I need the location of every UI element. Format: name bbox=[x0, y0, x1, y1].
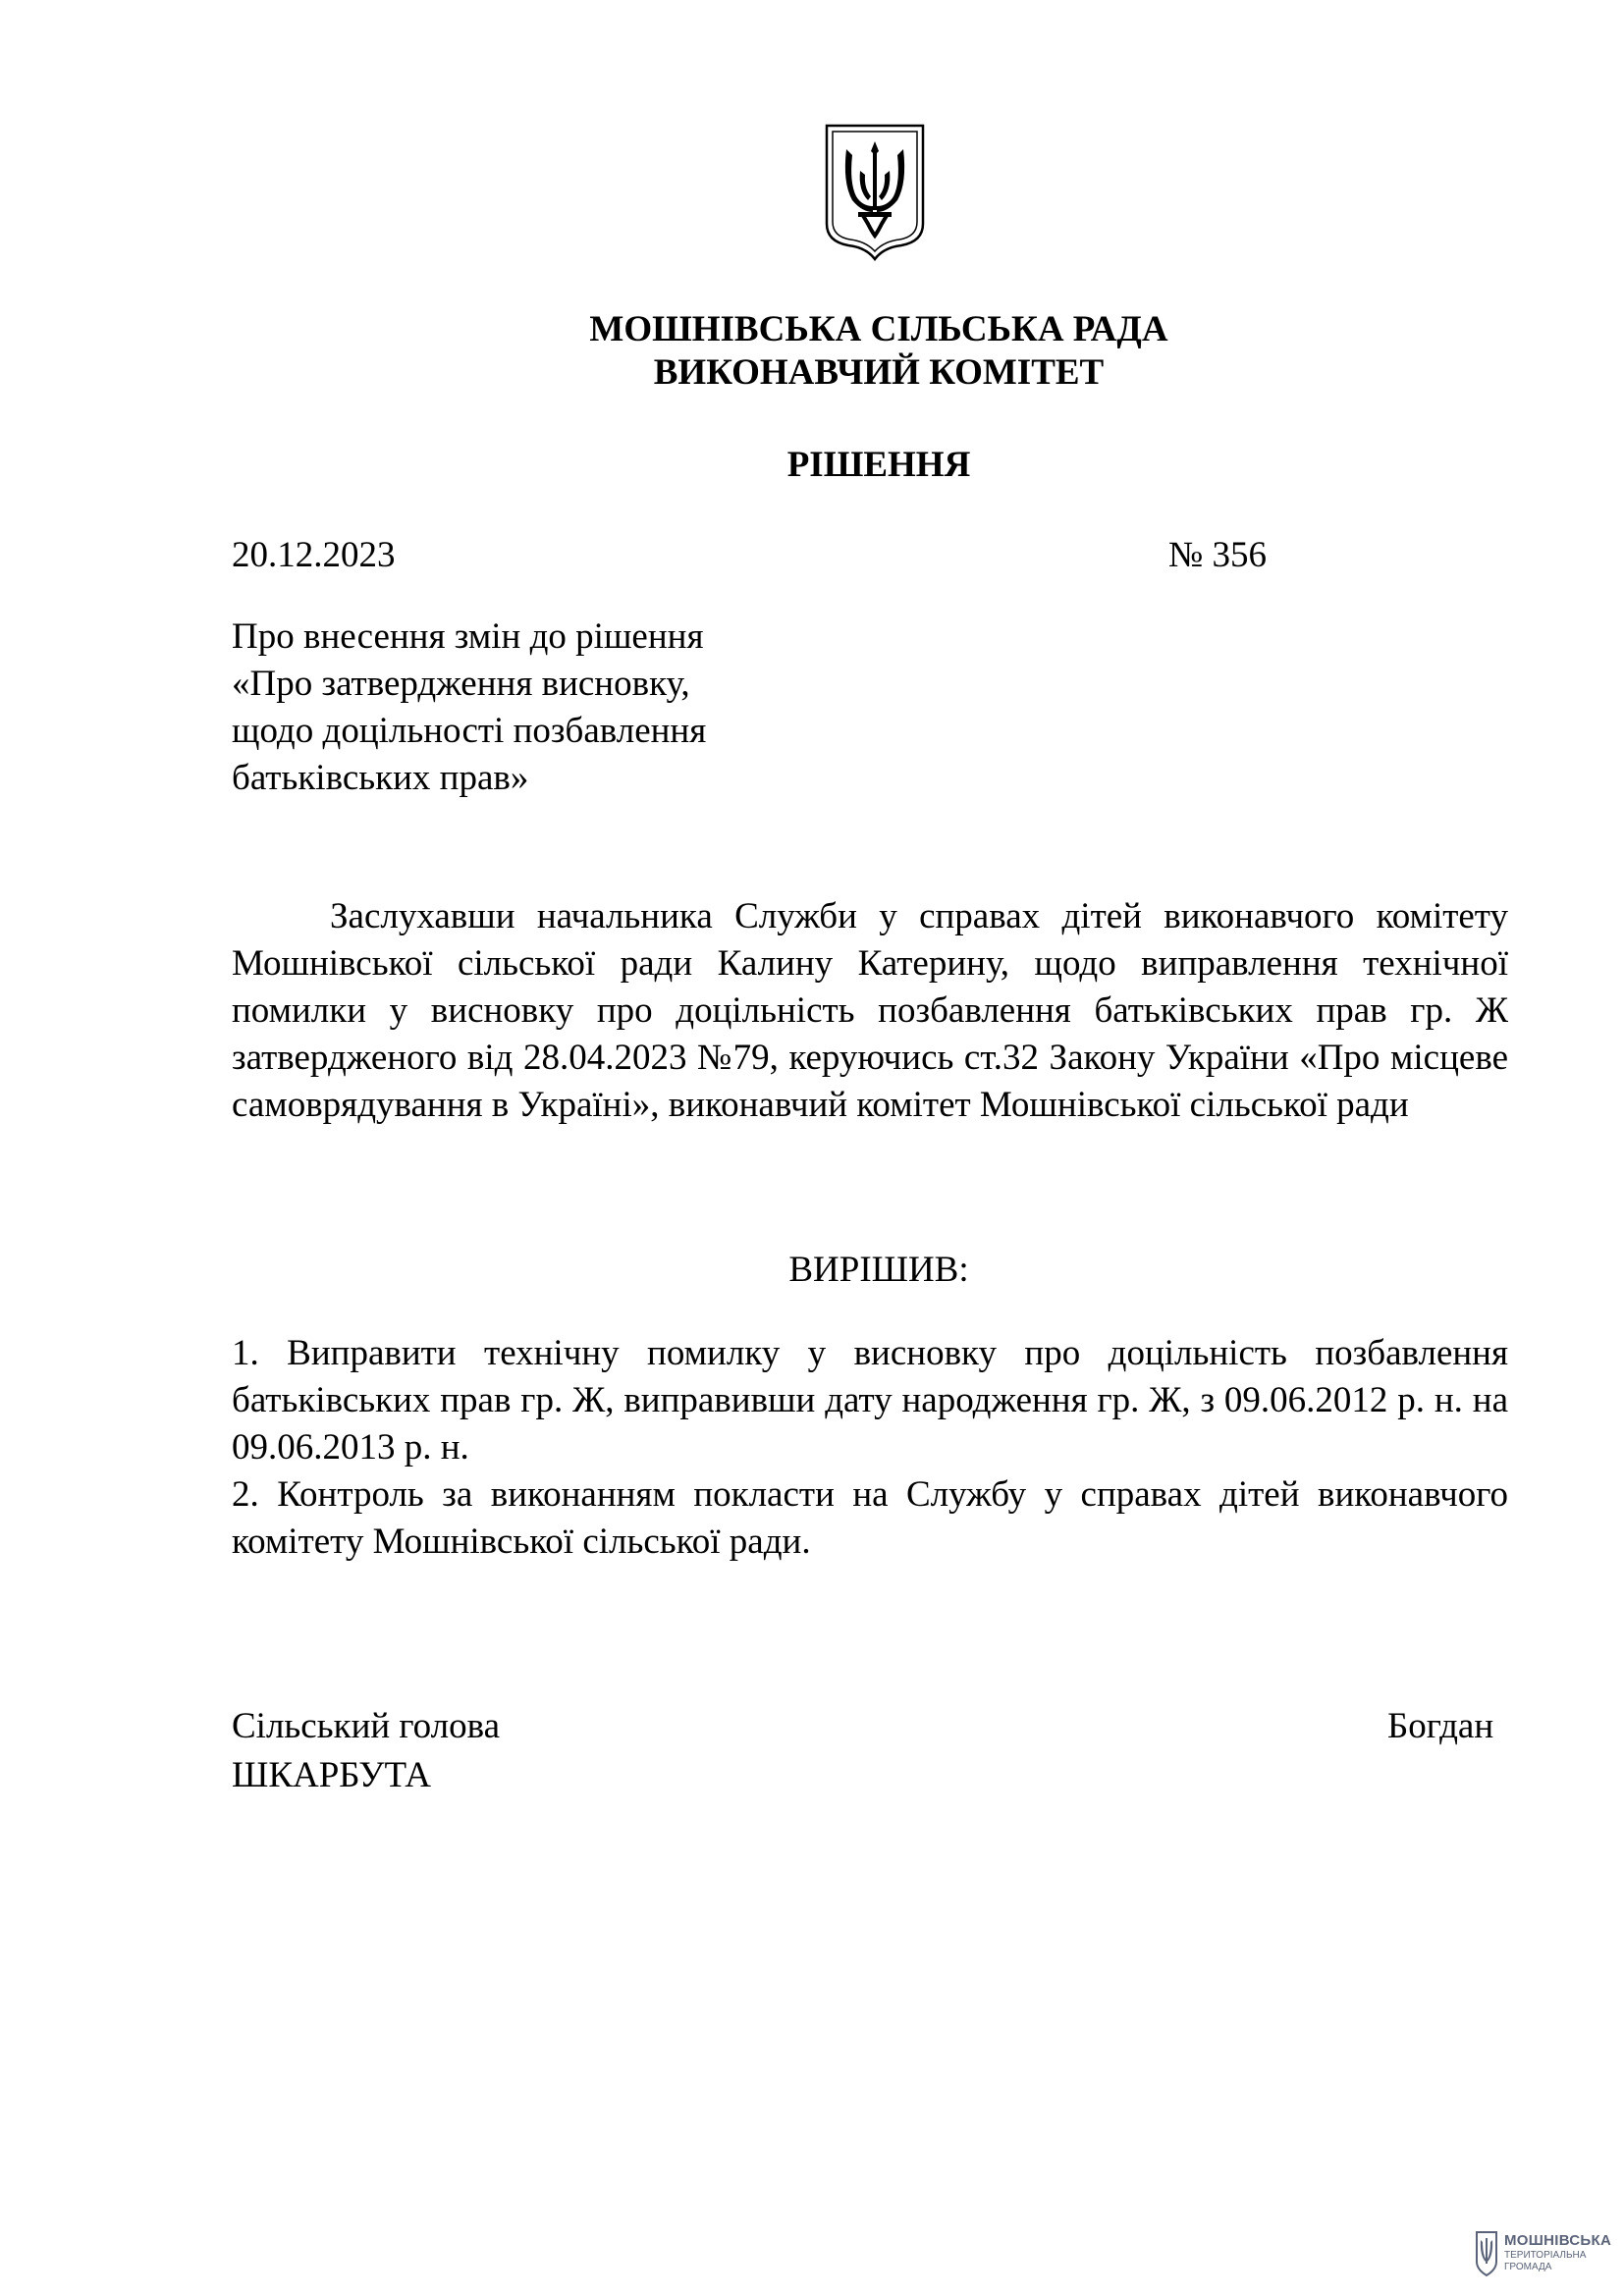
preamble-paragraph: Заслухавши начальника Служби у справах дітей виконавчого комітету Мошнівської сільської ради Калину Катерину, щодо виправлення технічної помилки у висновку про доцільність позбавлення батьківських прав гр. Ж затвердженого від 28.04.2023 №79, керуючись ст.32 Закону України «Про місцеве самоврядування в Україні», виконавчий комітет Мошнівської сільської ради bbox=[232, 896, 1508, 1125]
subject-line: щодо доцільності позбавлення bbox=[232, 711, 707, 751]
signatory-surname: ШКАРБУТА bbox=[232, 1755, 431, 1795]
decision-item: 2. Контроль за виконанням покласти на Службу у справах дітей виконавчого комітету Мошнівської сільської ради. bbox=[232, 1474, 1508, 1562]
logo-subtitle-line: ТЕРИТОРІАЛЬНА bbox=[1504, 2250, 1587, 2261]
org-name-line1: МОШНІВСЬКА СІЛЬСЬКА РАДА bbox=[589, 309, 1168, 349]
community-logo bbox=[1475, 2228, 1612, 2285]
decision-number: № 356 bbox=[1168, 535, 1268, 575]
logo-subtitle-line: ГРОМАДА bbox=[1504, 2262, 1552, 2272]
coat-of-arms-icon bbox=[823, 122, 927, 263]
signatory-position: Сільський голова bbox=[232, 1706, 501, 1746]
decision-items bbox=[232, 1330, 1508, 1566]
signatory-first-name: Богдан bbox=[1387, 1706, 1494, 1746]
trident-logo-icon bbox=[1475, 2230, 1498, 2277]
org-name-line2: ВИКОНАВЧИЙ КОМІТЕТ bbox=[653, 352, 1105, 393]
decision-item: 1. Виправити технічну помилку у висновку про доцільність позбавлення батьківських прав гр. Ж, виправивши дату народження гр. Ж, з 09.06.2012 р. н. на 09.06.2013 р. н. bbox=[232, 1333, 1508, 1468]
logo-title: МОШНІВСЬКА bbox=[1504, 2232, 1612, 2249]
subject-line: Про внесення змін до рішення bbox=[232, 616, 704, 657]
logo-subtitle bbox=[1504, 2250, 1586, 2273]
decided-heading: ВИРІШИВ: bbox=[788, 1250, 969, 1290]
subject-line: «Про затвердження висновку, bbox=[232, 664, 690, 704]
decision-date: 20.12.2023 bbox=[232, 535, 396, 575]
subject-line: батьківських прав» bbox=[232, 758, 529, 798]
document-type-title: РІШЕННЯ bbox=[786, 445, 971, 485]
decision-subject bbox=[232, 614, 821, 802]
